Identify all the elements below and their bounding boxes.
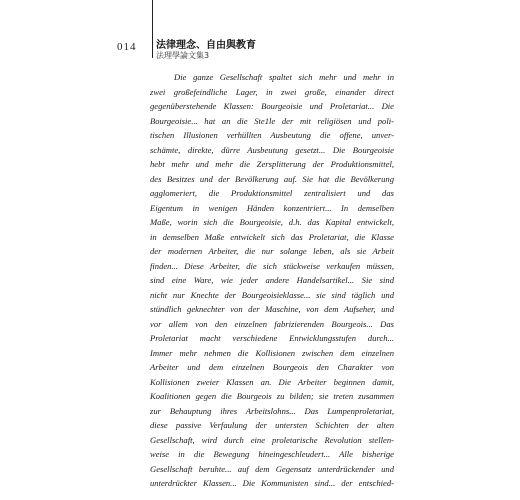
text-line: gegenüberstehende Klassen: Bourgeoisie und Proletariat... Die [150, 101, 394, 111]
header-divider [152, 0, 153, 58]
text-line: finden... Diese Arbeiter, die sich stückweise verkaufen müssen, [150, 260, 394, 271]
text-line: hebt mehr und mehr die Zersplitterung der Produktionsmittel, [150, 159, 394, 169]
text-line: sind eine Ware, wie jeder andere Handelsartikel... Sie sind [150, 275, 394, 285]
text-line: Koalitionen gegen die Bourgeois zu bilden; sie treten zusammen [150, 391, 394, 401]
text-line: in demselben Maße entwickelt sich das Proletariat, die Klasse [150, 231, 394, 242]
text-line: schämte, direkte, dürre Ausbeutung gesetzt... Die Bourgeoisie [150, 144, 394, 155]
text-line: tischen Illusionen verhüllten Ausbeutung die offene, unver- [150, 130, 394, 140]
text-line: Immer mehr nehmen die Kollisionen zwischen dem einzelnen [150, 347, 394, 358]
text-line: Kollisionen zweier Klassen an. Die Arbeiter beginnen damit, [150, 376, 394, 387]
text-line: Arbeiter und dem einzelnen Bourgeois den Charakter von [150, 362, 394, 372]
text-line: der modernen Arbeiter, die nur solange leben, als sie Arbeit [150, 246, 394, 256]
text-line: nicht nur Knechte der Bourgeoisieklasse... sie sind täglich und [150, 289, 394, 300]
text-line: Proletariat macht verschiedene Entwicklungsstufen durch... [150, 333, 394, 343]
page-number: 014 [117, 41, 137, 53]
text-line: vor allem von den einzelnen fabrizierenden Bourgeois... Das [150, 318, 394, 329]
text-line: Gesellschaft beruhte... auf dem Gegensatz unterdrückender und [150, 463, 394, 474]
text-line: Bourgeoisie... hat an die Ste1le der mit religiösen und poli- [150, 115, 394, 126]
text-line: Gesellschaft, wird durch eine proletarische Revolution stellen- [150, 434, 394, 445]
book-title: 法律理念、自由與教育 [156, 40, 256, 51]
running-header [0, 0, 520, 62]
quoted-passage [150, 70, 394, 491]
text-line: diese passive Verfaulung der untersten Schichten der alten [150, 420, 394, 430]
text-line: Die ganze Gesellschaft spaltet sich mehr und mehr in [174, 72, 394, 82]
text-line: weise in die Bewegung hineingeschleudert... Alle bisherige [150, 449, 394, 459]
text-line: agglomeriert, die Produktionsmittel zentralisiert und das [150, 188, 394, 198]
text-line: zur Behauptung ihres Arbeitslohns... Das Lumpenproletariat, [150, 405, 394, 416]
text-line: unterdrückter Klassen... Die Kommunisten sind... der entschied- [150, 478, 394, 488]
text-line: des Besitzes und der Bevölkerung auf. Sie hat die Bevölkerung [150, 173, 394, 184]
text-line: stündlich geknechter von der Maschine, von dem Aufseher, und [150, 304, 394, 314]
text-line: Eigentum in wenigen Händen konzentriert... In demselben [150, 202, 394, 213]
book-subtitle: 法理學論文集3 [156, 51, 210, 60]
text-line: zwei großefeindliche Lager, in zwei große, einander direct [150, 86, 394, 97]
text-line: Maße, worin sich die Bourgeoisie, d.h. das Kapital entwickelt, [150, 217, 394, 227]
